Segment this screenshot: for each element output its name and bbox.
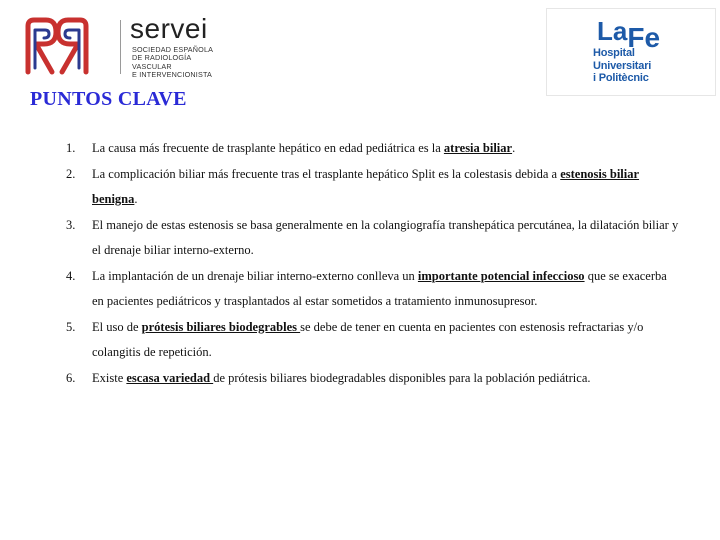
key-point: 1. La causa más frecuente de trasplante hepático en edad pediátrica es la atresia biliar. xyxy=(60,136,680,162)
key-point: 3. El manejo de estas estenosis se basa generalmente en la colangiografía transhepática percutánea, la dilatación biliar y el drenaje biliar interno-externo. xyxy=(60,213,680,264)
lafe-logo-brand: LaFe xyxy=(597,16,661,53)
key-point-number: 5. xyxy=(66,319,76,334)
servei-logo-divider xyxy=(120,20,121,74)
key-point-emphasis: importante potencial infeccioso xyxy=(417,268,585,283)
servei-logo-mark-icon xyxy=(22,16,92,76)
key-point: 5. El uso de prótesis biliares biodegrables se debe de tener en cuenta en pacientes con estenosis refractarias y/o colangitis de repetición. xyxy=(60,315,680,366)
lafe-logo xyxy=(547,9,715,95)
lafe-logo-subtitle: Hospital Universitari i Politècnic xyxy=(593,47,652,84)
key-point-number: 4. xyxy=(66,268,76,283)
key-point-emphasis: prótesis biliares biodegrables xyxy=(141,319,301,334)
key-point-emphasis: estenosis biliar benigna xyxy=(92,166,640,206)
key-points-list xyxy=(60,136,680,391)
key-point-emphasis: atresia biliar xyxy=(443,141,513,155)
page-title: PUNTOS CLAVE xyxy=(30,88,187,110)
key-point-number: 2. xyxy=(66,166,76,181)
key-point-emphasis: escasa variedad xyxy=(126,370,214,385)
servei-logo-subtitle: SOCIEDAD ESPAÑOLA DE RADIOLOGÍA VASCULAR E INTERVENCIONISTA xyxy=(132,45,214,80)
key-point: 4. La implantación de un drenaje biliar interno-externo conlleva un importante potencial infeccioso que se exacerba en pacientes pediátricos y trasplantados al estar sometidos a tratamiento inmunosupresor. xyxy=(60,264,680,315)
servei-logo-name: servei xyxy=(130,13,208,44)
key-point: 6. Existe escasa variedad de prótesis biliares biodegradables disponibles para la población pediátrica. xyxy=(60,366,680,392)
key-point: 2. La complicación biliar más frecuente tras el trasplante hepático Split es la colestasis debida a estenosis biliar benigna. xyxy=(60,162,680,213)
key-point-number: 6. xyxy=(66,370,76,385)
servei-logo xyxy=(22,13,214,80)
key-point-number: 3. xyxy=(66,217,76,232)
key-point-number: 1. xyxy=(66,141,76,155)
